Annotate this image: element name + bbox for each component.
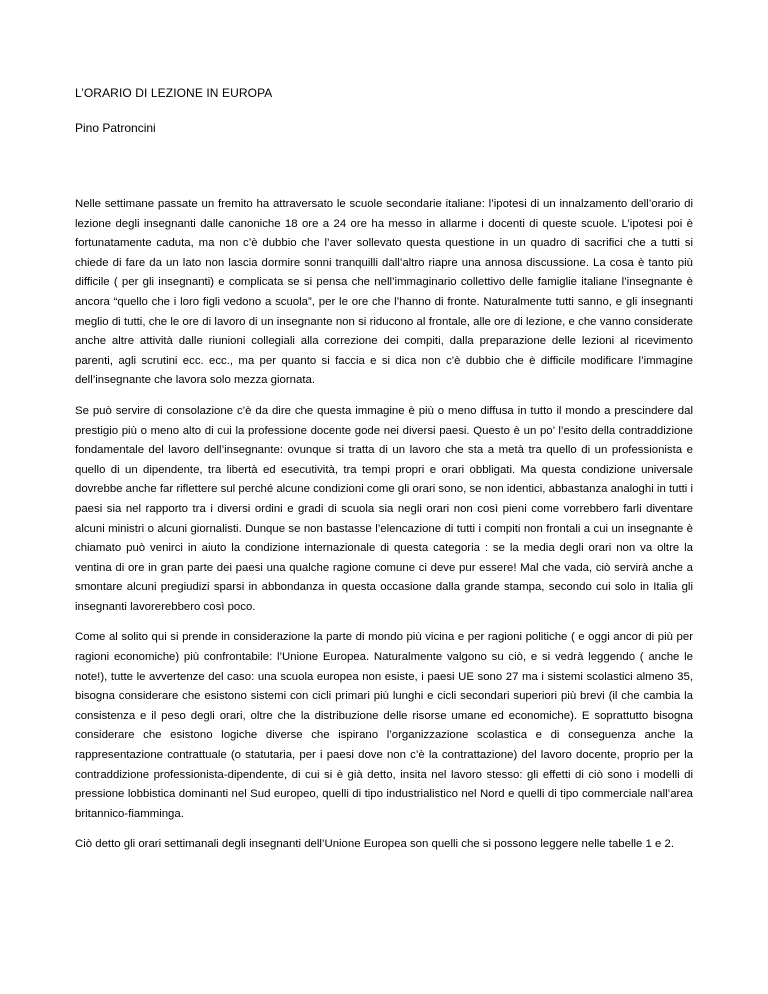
document-body <box>75 195 693 855</box>
paragraph-4: Ciò detto gli orari settimanali degli insegnanti dell’Unione Europea son quelli che si possono leggere nelle tabelle 1 e 2. <box>75 838 675 851</box>
paragraph-2: Se può servire di consolazione c’è da dire che questa immagine è più o meno diffusa in tutto il mondo a prescindere dal prestigio più o meno alto di cui la professione docente gode nei diversi paesi. Questo è un po’ l’esito della contraddizione fondamentale del lavoro dell’insegnante: ovunque si tratta di un lavoro che sta a metà tra quello di un professionista e quello di un dipendente, tra libertà ed esecutività, tra tempi propri e orari obbligati. Ma questa condizione universale dovrebbe anche far riflettere sul perché alcune condizioni come gli orari sono, se non identici, abbastanza analoghi in tutti i paesi sia nel rapporto tra i diversi ordini e gradi di scuola sia negli orari non così pieni come vorrebbero farli diventare alcuni ministri o alcuni giornalisti. Dunque se non bastasse l’elencazione di tutti i compiti non frontali a cui un insegnante è chiamato può venirci in aiuto la condizione internazionale di questa categoria : se la media degli orari non va oltre la ventina di ore in gran parte dei paesi una qualche ragione comune ci deve pur essere! Mal che vada, ciò servirà anche a smontare alcuni pregiudizi sparsi in abbondanza in questa occasione dalla grande stampa, secondo cui solo in Italia gli insegnanti lavorerebbero così poco. <box>75 404 693 613</box>
document-title: L’ORARIO DI LEZIONE IN EUROPA <box>75 86 273 100</box>
document-author: Pino Patroncini <box>75 121 156 135</box>
paragraph-3: Come al solito qui si prende in considerazione la parte di mondo più vicina e per ragioni politiche ( e oggi ancor di più per ragioni economiche) più confrontabile: l’Unione Europea. Naturalmente valgono su ciò, e si vedrà leggendo ( anche le note!), tutte le avvertenze del caso: una scuola europea non esiste, i paesi UE sono 27 ma i sistemi scolastici almeno 35, bisogna considerare che esistono sistemi con cicli primari più lunghi e cicli secondari superiori più brevi (il che cambia la consistenza e il peso degli orari, oltre che la distribuzione delle risorse umane ed economiche). E soprattutto bisogna considerare che esistono logiche diverse che ispirano l’organizzazione scolastica e di conseguenza anche la rappresentazione contrattuale (o statutaria, per i paesi dove non c’è la contrattazione) del lavoro docente, proprio per la contraddizione professionista-dipendente, di cui si è già detto, insita nel lavoro stesso: gli effetti di ciò sono i modelli di pressione lobbistica dominanti nel Sud europeo, quelli di tipo industrialistico nel Nord e quelli di tipo commerciale nall’area britannico-fiamminga. <box>75 631 693 820</box>
paragraph-1: Nelle settimane passate un fremito ha attraversato le scuole secondarie italiane: l’ipotesi di un innalzamento dell’orario di lezione degli insegnanti dalle canoniche 18 ore a 24 ore ha messo in allarme i docenti di queste scuole. L’ipotesi poi è fortunatamente caduta, ma non c’è dubbio che l’aver sollevato questa questione in un quadro di sacrifici che a tutti si chiede di fare da un lato non lascia dormire sonni tranquilli dall’altro riapre una annosa discussione. La cosa è tanto più difficile ( per gli insegnanti) e complicata se si pensa che nell’immaginario collettivo delle famiglie italiane l’insegnante è ancora “quello che i loro figli vedono a scuola”, per le ore che l’hanno di fronte. Naturalmente tutti sanno, e gli insegnanti meglio di tutti, che le ore di lavoro di un insegnante non si riducono al frontale, alle ore di lezione, e che vanno considerate anche altre attività dalle riunioni collegiali alla correzione dei compiti, dalla preparazione delle lezioni al ricevimento parenti, agli scrutini ecc. ecc., ma per quanto si faccia e si dica non c’è dubbio che è difficile modificare l’immagine dell’insegnante che lavora solo mezza giornata. <box>75 198 693 387</box>
